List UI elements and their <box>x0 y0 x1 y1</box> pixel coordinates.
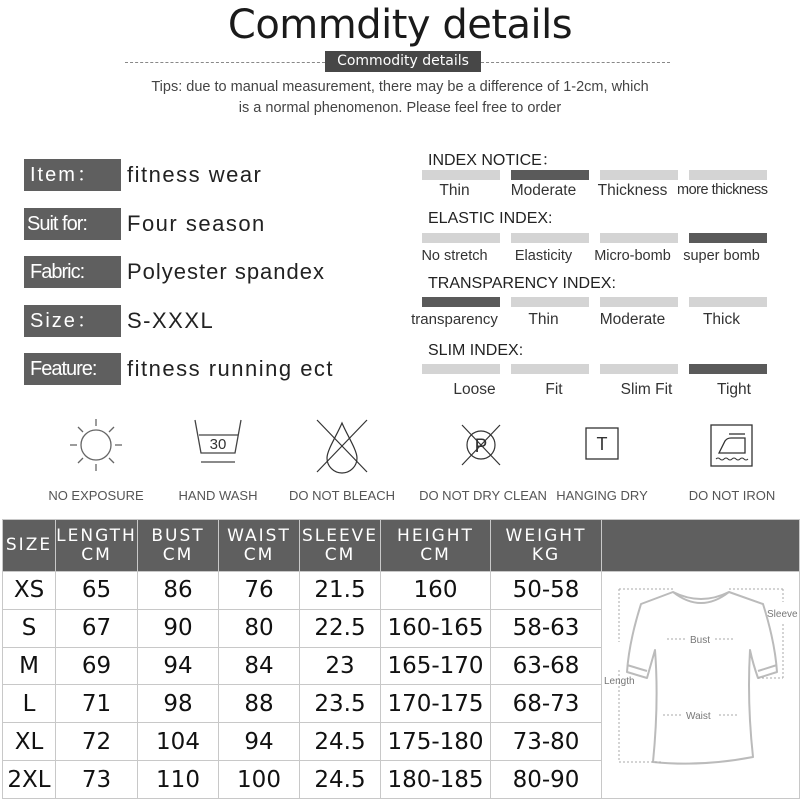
svg-text:Sleeve: Sleeve <box>766 609 798 620</box>
cell: 98 <box>138 685 219 723</box>
care-no-dry-clean <box>418 415 548 503</box>
cell: 63-68 <box>491 647 602 685</box>
index-bar <box>422 170 500 180</box>
no-bleach-icon <box>307 415 377 475</box>
cell: 86 <box>138 572 219 610</box>
cell: 170-175 <box>381 685 491 723</box>
cell-size: L <box>3 685 56 723</box>
care-label: HANGING DRY <box>556 488 648 503</box>
cell: 50-58 <box>491 572 602 610</box>
col-header-height: HEIGHT CM <box>381 520 491 572</box>
svg-text:Length: Length <box>603 676 635 687</box>
cell: 80-90 <box>491 761 602 799</box>
spec-label: Item： <box>24 159 121 191</box>
col-header-length: LENGTH CM <box>56 520 138 572</box>
transparency-index-bars <box>422 297 767 307</box>
divider-right <box>481 62 670 63</box>
cell: 94 <box>138 647 219 685</box>
cell-size: XS <box>3 572 56 610</box>
svg-text:Waist: Waist <box>685 711 711 722</box>
index-bar-selected <box>511 170 589 180</box>
cell: 69 <box>56 647 138 685</box>
spec-item <box>24 159 262 191</box>
cell-size: M <box>3 647 56 685</box>
spec-value: S-XXXL <box>127 308 215 333</box>
index-bar <box>600 364 678 374</box>
index-bar-selected <box>689 364 767 374</box>
index-option: Moderate <box>599 311 666 328</box>
cell: 73-80 <box>491 723 602 761</box>
no-iron-icon <box>697 415 767 475</box>
cell: 21.5 <box>300 572 381 610</box>
slim-index-title: SLIM INDEX: <box>428 342 524 359</box>
index-notice-title: INDEX NOTICE： <box>428 152 558 169</box>
care-label: DO NOT BLEACH <box>289 488 395 503</box>
spec-label: Size： <box>24 305 121 337</box>
elastic-index-labels <box>410 248 800 264</box>
no-dry-clean-icon <box>448 415 518 475</box>
index-bar <box>689 170 767 180</box>
care-hanging-dry <box>537 415 667 503</box>
col-header-weight: WEIGHT KG <box>491 520 602 572</box>
cell: 180-185 <box>381 761 491 799</box>
index-bar <box>422 233 500 243</box>
care-label: HAND WASH <box>178 488 258 503</box>
index-option: super bomb <box>683 248 760 264</box>
sun-icon <box>61 415 131 475</box>
slim-index-labels <box>410 381 800 399</box>
index-option: Micro-bomb <box>594 248 671 264</box>
cell: 100 <box>219 761 300 799</box>
tshirt-diagram-icon <box>603 572 799 792</box>
cell: 160-165 <box>381 609 491 647</box>
size-table <box>2 519 800 799</box>
cell: 67 <box>56 609 138 647</box>
page-title: Commdity details <box>227 2 573 48</box>
spec-label: Fabric: <box>24 256 121 288</box>
col-header-sleeve: SLEEVE CM <box>300 520 381 572</box>
cell: 73 <box>56 761 138 799</box>
col-header-blank <box>602 520 800 572</box>
index-option: Tight <box>717 381 751 398</box>
table-row <box>3 572 800 610</box>
svg-text:Bust: Bust <box>689 635 710 646</box>
index-option: Elasticity <box>514 248 573 264</box>
cell: 23.5 <box>300 685 381 723</box>
elastic-index-bars <box>422 233 767 243</box>
index-option: No stretch <box>421 248 488 264</box>
index-bar <box>511 364 589 374</box>
cell: 24.5 <box>300 761 381 799</box>
spec-size <box>24 305 214 337</box>
spec-suit-for <box>24 208 266 240</box>
cell-size: S <box>3 609 56 647</box>
index-bar <box>600 297 678 307</box>
care-no-exposure <box>31 415 161 503</box>
cell: 80 <box>219 609 300 647</box>
divider-left <box>125 62 325 63</box>
cell: 160 <box>381 572 491 610</box>
care-label: DO NOT DRY CLEAN <box>419 488 547 503</box>
cell: 76 <box>219 572 300 610</box>
index-option: Thickness <box>597 182 668 199</box>
index-option: Thin <box>528 311 559 328</box>
cell: 23 <box>300 647 381 685</box>
cell: 68-73 <box>491 685 602 723</box>
cell: 94 <box>219 723 300 761</box>
index-notice-labels <box>410 182 800 200</box>
table-header-row <box>3 520 800 572</box>
tips-text: Tips: due to manual measurement, there may be a difference of 1-2cm, which is a normal phenomenon. Please feel free to order <box>151 79 649 116</box>
index-option: Thick <box>702 311 741 328</box>
col-header-bust: BUST CM <box>138 520 219 572</box>
index-bar <box>600 170 678 180</box>
cell: 22.5 <box>300 609 381 647</box>
cell: 90 <box>138 609 219 647</box>
spec-label: Feature: <box>24 353 121 385</box>
index-option: Slim Fit <box>620 381 673 398</box>
index-bar <box>511 233 589 243</box>
index-option: Moderate <box>510 182 577 199</box>
care-label: NO EXPOSURE <box>48 488 144 503</box>
index-option: more thickness <box>677 182 768 198</box>
slim-index-bars <box>422 364 767 374</box>
tshirt-diagram-cell <box>602 572 800 799</box>
cell-size: XL <box>3 723 56 761</box>
col-header-size: SIZE <box>3 520 56 572</box>
cell: 58-63 <box>491 609 602 647</box>
spec-value: fitness running ect <box>127 356 335 381</box>
cell: 175-180 <box>381 723 491 761</box>
cell: 110 <box>138 761 219 799</box>
svg-text:T: T <box>596 434 608 454</box>
index-option: transparency <box>411 311 498 328</box>
cell-size: 2XL <box>3 761 56 799</box>
care-no-bleach <box>277 415 407 503</box>
cell: 24.5 <box>300 723 381 761</box>
spec-value: Polyester spandex <box>127 259 325 284</box>
spec-label: Suit for: <box>24 208 121 240</box>
index-option: Thin <box>439 182 470 199</box>
index-notice-bars <box>422 170 767 180</box>
cell: 88 <box>219 685 300 723</box>
transparency-index-labels <box>410 311 800 329</box>
index-option: Fit <box>545 381 563 398</box>
cell: 84 <box>219 647 300 685</box>
index-bar <box>600 233 678 243</box>
svg-text:30: 30 <box>209 436 227 453</box>
subtitle-badge: Commodity details <box>325 51 481 72</box>
cell: 72 <box>56 723 138 761</box>
spec-value: Four season <box>127 211 266 236</box>
cell: 65 <box>56 572 138 610</box>
index-bar <box>511 297 589 307</box>
index-option: Loose <box>453 381 496 398</box>
spec-fabric <box>24 256 325 288</box>
col-header-waist: WAIST CM <box>219 520 300 572</box>
index-bar-selected <box>689 233 767 243</box>
hand-wash-30-icon <box>183 415 253 475</box>
care-hand-wash <box>153 415 283 503</box>
elastic-index-title: ELASTIC INDEX: <box>428 210 553 227</box>
hanging-dry-icon <box>567 415 637 475</box>
cell: 71 <box>56 685 138 723</box>
spec-feature <box>24 353 334 385</box>
care-label: DO NOT IRON <box>688 488 776 503</box>
index-bar-selected <box>422 297 500 307</box>
cell: 165-170 <box>381 647 491 685</box>
index-bar <box>422 364 500 374</box>
spec-value: fitness wear <box>127 162 263 187</box>
svg-text:P: P <box>474 436 488 457</box>
care-no-iron <box>667 415 797 503</box>
transparency-index-title: TRANSPARENCY INDEX: <box>428 275 616 292</box>
index-bar <box>689 297 767 307</box>
cell: 104 <box>138 723 219 761</box>
